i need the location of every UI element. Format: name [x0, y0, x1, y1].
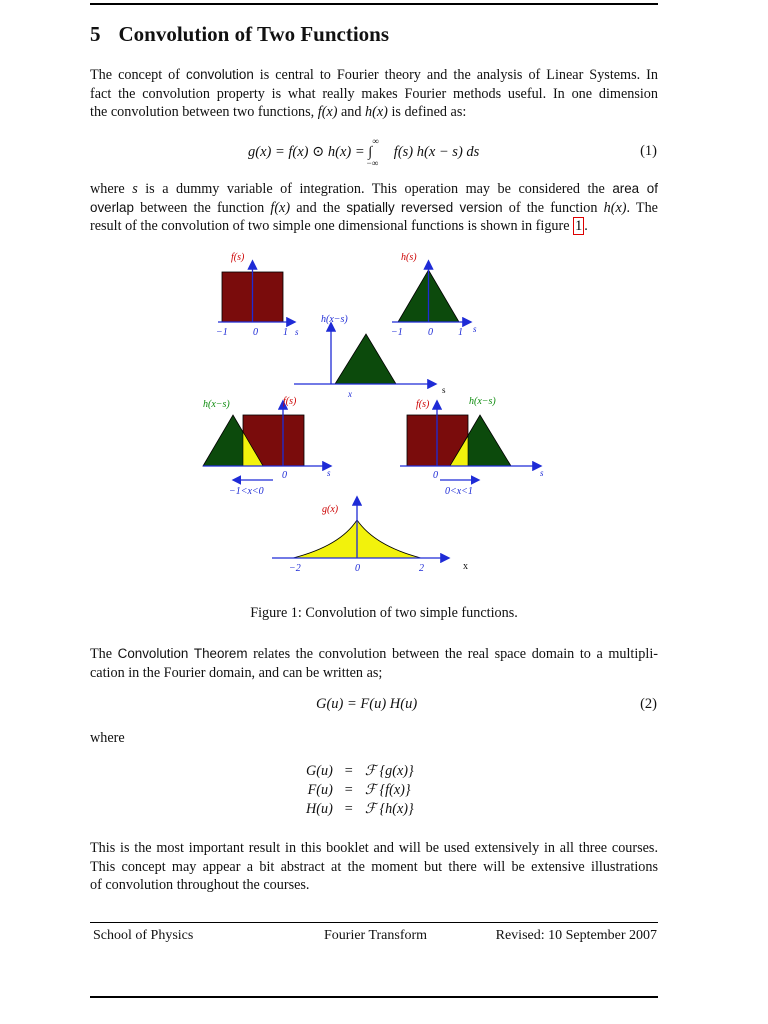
text: where: [90, 181, 133, 197]
tick-label: 0: [355, 563, 360, 574]
overlap-line-2: [90, 199, 658, 218]
hxs-label: h(x−s): [203, 399, 230, 410]
equation-2: [316, 696, 417, 713]
emphasis: convolution: [186, 67, 254, 82]
tick-label: 2: [419, 563, 424, 574]
axis-label: s: [442, 385, 446, 395]
figure-caption: Figure 1: Convolution of two simple functions.: [250, 605, 518, 621]
text: The: [90, 646, 118, 662]
math-h: h(x): [603, 199, 627, 216]
equation-1-number: (1): [640, 143, 657, 159]
tick-label: 0: [282, 470, 287, 481]
text: is a dummy variable of integration. This operation may be considered the: [137, 181, 613, 197]
equation-2-text: G(u) = F(u) H(u): [316, 696, 418, 712]
def-lhs: F(u): [307, 782, 333, 798]
axis-label: s: [327, 468, 331, 478]
math-h: h(x): [365, 104, 388, 121]
tick-label: −1: [216, 327, 228, 338]
range-label: 0<x<1: [445, 486, 473, 497]
fs-label: f(s): [283, 396, 297, 407]
intro-line-3: [90, 103, 658, 122]
section-title: Convolution of Two Functions: [118, 22, 390, 46]
equation-1: [248, 136, 480, 168]
tick-label: 1: [458, 327, 463, 338]
text: and the: [290, 199, 347, 216]
fs-label: f(s): [231, 252, 245, 263]
text: between the function: [133, 199, 271, 216]
intro-paragraph: [90, 66, 658, 122]
axis-label: s: [295, 327, 299, 337]
math-f: f(x): [270, 199, 291, 216]
overlap-right-panel: [400, 396, 544, 497]
axis-label: s: [540, 468, 544, 478]
gx-panel: [272, 498, 468, 574]
where-label: where: [90, 730, 125, 746]
theorem-line-1: [90, 645, 658, 664]
text: The concept of: [90, 67, 187, 83]
definition-row: [300, 800, 420, 819]
text: relates the convolution between the real space domain to a multipli-: [247, 646, 659, 662]
def-equals: =: [344, 801, 353, 817]
tick-label: −2: [289, 563, 301, 574]
equation-1-lhs: g(x) = f(x) ⊙ h(x) = ∫: [248, 143, 373, 160]
hxs-panel: [294, 314, 446, 399]
theorem-paragraph: [90, 645, 658, 682]
tick-label: 0: [428, 327, 433, 338]
figure-reference-link[interactable]: 1: [575, 218, 583, 235]
text: of the function: [502, 199, 604, 216]
gx-label: g(x): [322, 504, 339, 515]
importance-paragraph: [90, 839, 658, 895]
equation-1-integrand: f(s) h(x − s) ds: [393, 143, 480, 160]
top-rule: [90, 3, 658, 5]
definition-row: [300, 781, 420, 800]
tick-label: −1: [391, 327, 403, 338]
emphasis: Convolution Theorem: [117, 646, 248, 661]
importance-line-2: This concept may appear a bit abstract at the moment but there will be extensive illustrations: [90, 858, 658, 875]
intro-line-2: fact the convolution property is what really makes Fourier methods useful. In one dimension: [90, 85, 658, 102]
footer-center: Fourier Transform: [324, 928, 428, 943]
importance-line-1: This is the most important result in this booklet and will be used extensively in all three courses.: [90, 840, 658, 856]
convolution-figure: [0, 240, 768, 600]
def-equals: =: [344, 782, 353, 798]
section-heading: [90, 22, 389, 47]
def-rhs: ℱ {g(x)}: [364, 763, 414, 779]
text: and: [337, 104, 366, 121]
footer-left: School of Physics: [93, 928, 194, 943]
math-s: s: [132, 181, 138, 197]
math-f: f(x): [317, 104, 338, 121]
range-label: −1<x<0: [229, 486, 264, 497]
section-number: 5: [90, 22, 101, 46]
text: result of the convolution of two simple one dimensional functions is shown in figure: [90, 218, 574, 235]
text: .: [584, 218, 588, 235]
hxs-label: h(x−s): [321, 314, 348, 325]
emphasis: spatially reversed version: [346, 199, 503, 215]
transform-definitions: [300, 762, 420, 819]
def-rhs: ℱ {h(x)}: [364, 801, 414, 817]
tick-label: 1: [283, 327, 288, 338]
tick-label: 0: [433, 470, 438, 481]
text: the convolution between two functions,: [90, 104, 318, 121]
axis-label: x: [463, 561, 468, 572]
footer-rule: [90, 922, 658, 923]
overlap-paragraph: [90, 180, 658, 236]
overlap-line-1: [90, 180, 658, 199]
def-equals: =: [344, 763, 353, 779]
axis-label: s: [473, 324, 477, 334]
text: is defined as:: [387, 104, 467, 121]
equation-2-number: (2): [640, 696, 657, 712]
overlap-line-3: [90, 217, 658, 236]
hs-panel: [391, 252, 477, 338]
def-lhs: H(u): [306, 801, 333, 817]
footer-right: Revised: 10 September 2007: [495, 928, 657, 943]
overlap-left-panel: [203, 396, 331, 497]
fs-panel: [216, 252, 299, 338]
text: is central to Fourier theory and the analysis of Linear Systems. In: [253, 67, 658, 83]
emphasis: area of: [612, 181, 658, 196]
hxs-label: h(x−s): [469, 396, 496, 407]
emphasis: overlap: [90, 199, 134, 215]
integral-upper: ∞: [372, 136, 379, 146]
tick-label: 0: [253, 327, 258, 338]
intro-line-1: [90, 66, 658, 85]
theorem-line-2: cation in the Fourier domain, and can be written as;: [90, 664, 383, 681]
def-rhs: ℱ {f(x)}: [364, 782, 411, 798]
definition-row: [300, 762, 420, 781]
text: . The: [626, 199, 658, 216]
fs-label: f(s): [416, 399, 430, 410]
h-reversed-triangle: [335, 334, 396, 384]
axis-label: x: [348, 389, 352, 399]
def-lhs: G(u): [306, 763, 333, 779]
integral-lower: −∞: [366, 157, 379, 168]
importance-line-3: of convolution throughout the courses.: [90, 877, 310, 894]
next-page-rule: [90, 996, 658, 998]
hs-label: h(s): [401, 252, 417, 263]
